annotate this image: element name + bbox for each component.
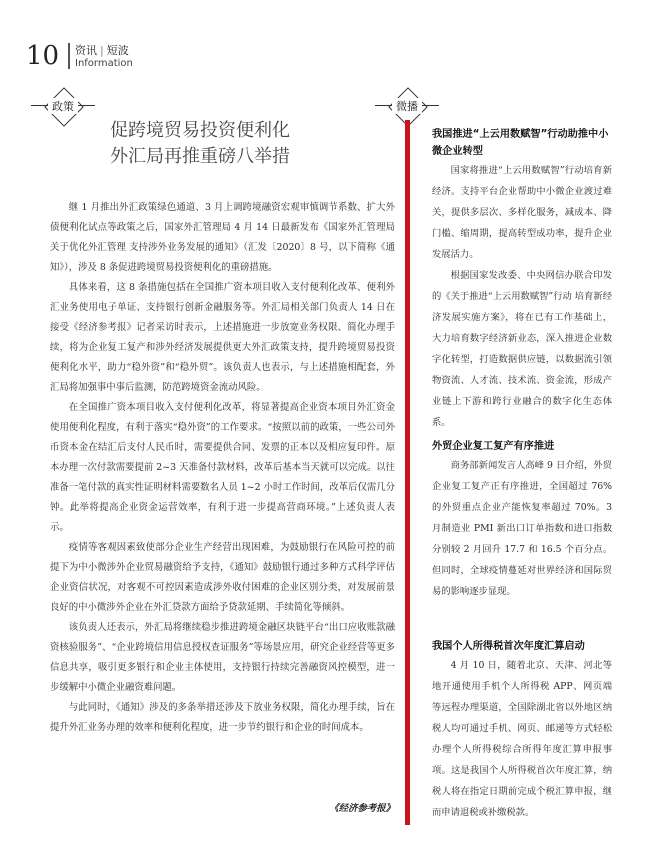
section-title xyxy=(75,42,129,58)
brief-body xyxy=(432,655,612,823)
brief-title: 外贸企业复工复产有序推进 xyxy=(432,441,555,452)
brief-paragraph: 国家将推进“上云用数赋智”行动培育新经济。支持平台企业帮助中小微企业渡过难关，提供多层次、多样化服务，减成本、降门槛、缩周期，提高转型成功率，提升企业发展活力。 xyxy=(432,165,612,260)
article-paragraph: 疫情等客观因素致使部分企业生产经营出现困难，为鼓励银行在风险可控的前提下为中小微涉外企业贸易融资给予支持，《通知》鼓励银行通过多种方式科学评估企业资信状况，对客观不可控因素造成涉外收付困难的企业区别分类，对发展前景良好的中小微涉外企业在外汇贷款方面给予贷款延期、手续简化等倾斜。 xyxy=(50,542,395,613)
brief-paragraph: 4 月 10 日，随着北京、天津、河北等地开通使用手机个人所得税 APP、网页端等远程办理渠道，全国除湖北省以外地区纳税人均可通过手机、网页、邮递等方式轻松办理个人所得税综合所得年度汇算申报事项。这是我国个人所得税首次年度汇算，纳税人将在指定日期前完成个税汇算申报，继而申请退税或补缴税款。 xyxy=(432,660,612,818)
section-separator: | xyxy=(100,44,104,57)
article-source: 《经济参考报》 xyxy=(329,803,395,814)
article-body xyxy=(50,198,395,738)
header-divider-bar xyxy=(68,43,70,69)
brief-item xyxy=(432,438,612,602)
brief-title: 我国推进“上云用数赋智”行动助推中小微企业转型 xyxy=(432,129,609,157)
brief-body xyxy=(432,455,612,602)
policy-badge-label: 政策 xyxy=(48,98,78,114)
section-label: 资讯 xyxy=(75,44,97,57)
brief-item xyxy=(432,638,612,823)
article-paragraph: 在全国推广资本项目收入支付便利化改革，将显著提高企业资本项目外汇资金使用便利化程度，有利于落实“稳外资”的工作要求。“按照以前的政策，一些公司外币资本金在结汇后支付人民币时，需要提供合同、发票的正本以及相应复印件。原本办理一次付款需要提前 2~3 天准备付款材料，改革后基本当天就可以完成。以往准备一笔付款的真实性证明材料需要数名人员 1~2 小时工作时间，改革后仅需几分钟。此举将提高企业资金运营效率，有利于进一步提高营商环境。”上述负责人表示。 xyxy=(50,402,395,533)
microcast-badge xyxy=(375,93,439,119)
policy-badge xyxy=(31,93,95,119)
article-title-line: 外汇局再推重磅八举措 xyxy=(110,146,290,167)
article-paragraph: 该负责人还表示，外汇局将继续稳步推进跨境金融区块链平台“出口应收账款融资核验服务”、“企业跨境信用信息授权查证服务”等场景应用，研究企业经营等更多信息共享，吸引更多银行和企业主体使用，支持银行持续完善融资风控模型，进一步缓解中小微企业融资难问题。 xyxy=(50,622,395,693)
article-title xyxy=(110,118,370,170)
column-divider-rule xyxy=(405,120,410,825)
subsection-label: 短波 xyxy=(106,44,129,57)
brief-paragraph: 根据国家发改委、中央网信办联合印发的《关于推进“上云用数赋智”行动 培育新经济发展实施方案》，将在已有工作基础上，大力培育数字经济新业态，深入推进企业数字化转型，打造数据供应链，以数据流引领物资流、人才流、技术流、资金流，形成产业链上下游和跨行业融合的数字化生态体系。 xyxy=(432,270,612,428)
page-number: 10 xyxy=(26,41,60,71)
brief-paragraph: 商务部新闻发言人高峰 9 日介绍，外贸企业复工复产正有序推进，全国超过 76% 的外贸重点企业产能恢复率超过 70%。3 月制造业 PMI 新出口订单指数和进口指数分别较 2 月回升 17.7 和 16.5 个百分点。但同时，全球疫情蔓延对世界经济和国际贸易的影响逐步显现。 xyxy=(432,460,612,597)
article-paragraph: 继 1 月推出外汇政策绿色通道、3 月上调跨境融资宏观审慎调节系数、扩大外债便利化试点等政策之后，国家外汇管理局 4 月 14 日最新发布《国家外汇管理局关于优化外汇管理 支持涉外业务发展的通知》（汇发〔2020〕8 号，以下简称《通知》），涉及 8 条促进跨境贸易投资便利化的重磅措施。 xyxy=(50,202,395,273)
article-paragraph: 具体来看，这 8 条措施包括在全国推广资本项目收入支付便利化改革、便利外汇业务使用电子单证、支持银行创新金融服务等。外汇局相关部门负责人 14 日在接受《经济参考报》记者采访时表示，上述措施进一步放宽业务权限、简化办理手续，将为企业复工复产和涉外经济发展提供更大外汇政策支持，提升跨境贸易投资便利化水平，助力“稳外资”和“稳外贸”。该负责人也表示，与上述措施相配套，外汇局将加强事中事后监测，防范跨境资金流动风险。 xyxy=(50,282,395,393)
article-paragraph: 与此同时，《通知》涉及的多条举措还涉及下放业务权限，简化办理手续，旨在提升外汇业务办理的效率和便利化程度，进一步节约银行和企业的时间成本。 xyxy=(50,702,395,733)
article-title-line: 促跨境贸易投资便利化 xyxy=(110,120,290,141)
section-english: Information xyxy=(75,58,133,69)
brief-title: 我国个人所得税首次年度汇算启动 xyxy=(432,641,585,652)
microcast-badge-label: 微播 xyxy=(392,98,422,114)
brief-body xyxy=(432,160,612,433)
brief-item xyxy=(432,126,612,433)
